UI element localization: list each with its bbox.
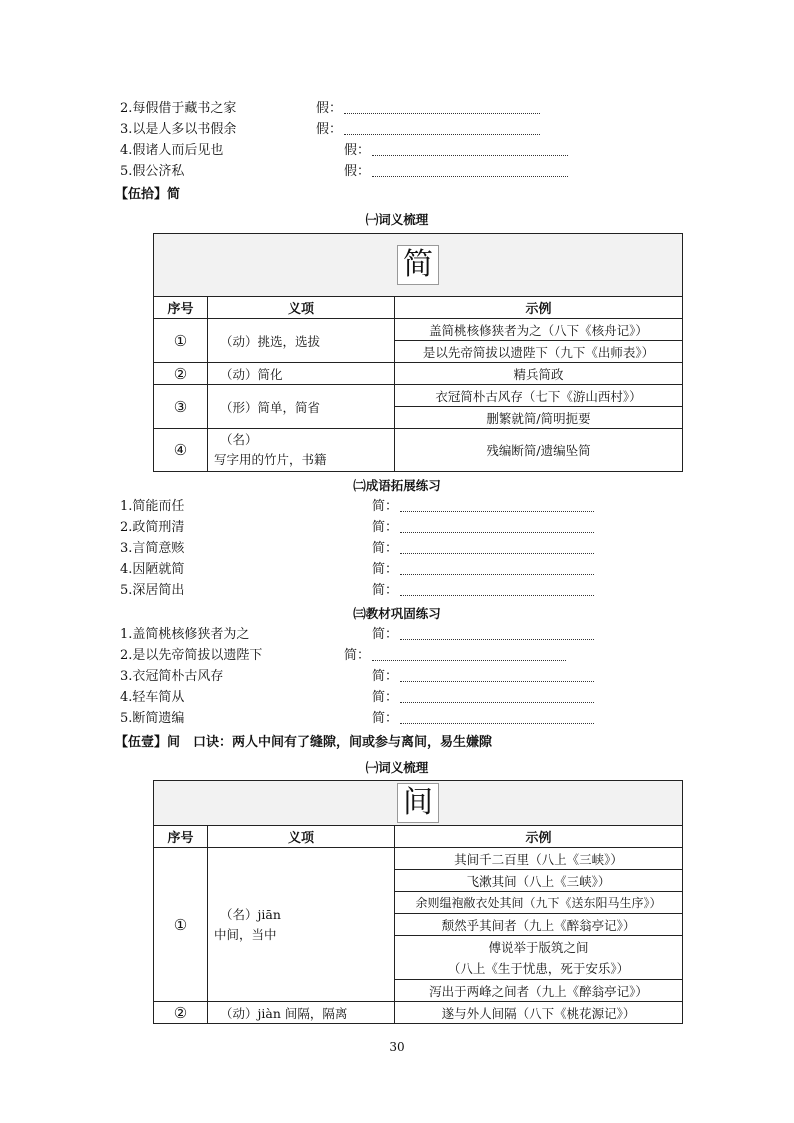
subsection-title: ㈠词义梳理 [365,212,429,227]
example-text: 余则缊袍敝衣处其间（九下《送东阳马生序》） [395,892,683,914]
answer-blank[interactable] [400,723,594,724]
answer-label: 简： [372,669,399,684]
answer-blank[interactable] [400,639,594,640]
exercise-question: 2.政简刑清 [120,520,185,535]
sense-line: （名） [220,432,258,447]
answer-blank[interactable] [372,155,568,156]
answer-blank[interactable] [372,660,566,661]
exercise-line [120,688,600,708]
row-number: ② [154,1002,208,1024]
exercise-question: 2.每假借于藏书之家 [120,101,237,116]
exercise-line [120,162,580,182]
exercise-question: 3.衣冠简朴古风存 [120,669,224,684]
sense-text: （动）简化 [208,363,395,385]
sense-text: （形）简单，简省 [208,385,395,429]
headword-char: 简 [397,245,439,285]
example-text: 衣冠简朴古风存（七下《游山西村》） [395,385,683,407]
answer-label: 简： [372,627,399,642]
example-line: （八上《生于忧患，死于安乐》） [447,960,630,976]
col-header-sense: 义项 [208,826,395,848]
exercise-line [120,518,600,538]
example-text: 精兵简政 [395,363,683,385]
char-header-cell [154,234,683,297]
col-header-no: 序号 [154,297,208,319]
subsection-title: ㈡成语拓展练习 [353,478,441,493]
exercise-question: 4.轻车简从 [120,690,185,705]
exercise-question: 3.以是人多以书假余 [120,122,237,137]
answer-blank[interactable] [400,595,594,596]
answer-blank[interactable] [400,681,594,682]
example-line: 傅说举于版筑之间 [488,939,589,955]
example-text: 遂与外人间隔（八下《桃花源记》） [395,1002,683,1024]
answer-label: 简： [372,541,399,556]
answer-label: 假： [344,164,371,179]
answer-blank[interactable] [344,134,540,135]
example-text: 其间千二百里（八上《三峡》） [395,848,683,870]
sense-text: （动）挑选，选拔 [208,319,395,363]
example-text: 删繁就简/简明扼要 [395,407,683,429]
exercise-line [120,581,600,601]
answer-label: 简： [372,711,399,726]
example-text: 颓然乎其间者（九上《醉翁亭记》） [395,914,683,936]
row-number: ④ [154,429,208,472]
answer-blank[interactable] [400,574,594,575]
answer-blank[interactable] [400,532,594,533]
answer-label: 简： [372,562,399,577]
answer-label: 假： [344,143,371,158]
exercise-line [120,646,600,666]
exercise-line [120,497,600,517]
example-text: 是以先帝简拔以遗陛下（九下《出师表》） [395,341,683,363]
example-text: 飞漱其间（八上《三峡》） [395,870,683,892]
section-heading: 【伍拾】简 [115,187,181,202]
answer-label: 简： [344,648,371,663]
sense-text [208,429,395,472]
exercise-line [120,539,600,559]
exercise-line [120,709,600,729]
answer-label: 简： [372,690,399,705]
col-header-no: 序号 [154,826,208,848]
exercise-question: 5.深居简出 [120,583,185,598]
exercise-question: 4.因陋就简 [120,562,185,577]
sense-line: （名）jiān [220,906,281,922]
row-number: ② [154,363,208,385]
example-text [395,936,683,980]
answer-label: 假： [316,101,343,116]
section-heading: 【伍壹】间 口诀：两人中间有了缝隙，间或参与离间，易生嫌隙 [115,735,493,750]
meaning-table [153,233,683,472]
sense-text [208,848,395,1002]
subsection-title: ㈠词义梳理 [365,760,429,775]
answer-blank[interactable] [400,511,594,512]
exercise-question: 1.简能而任 [120,499,185,514]
col-header-sense: 义项 [208,297,395,319]
page-number: 30 [389,1040,405,1054]
example-text: 残编断简/遗编坠简 [395,429,683,472]
col-header-example: 示例 [395,297,683,319]
sense-text: （动）jiàn 间隔，隔离 [208,1002,395,1024]
exercise-question: 5.断简遗编 [120,711,185,726]
row-number: ③ [154,385,208,429]
sense-line: 中间，当中 [214,926,277,942]
row-number: ① [154,848,208,1002]
answer-blank[interactable] [400,702,594,703]
answer-label: 假： [316,122,343,137]
exercise-line [120,667,600,687]
exercise-question: 4.假诸人而后见也 [120,143,224,158]
col-header-example: 示例 [395,826,683,848]
exercise-line [120,560,600,580]
answer-label: 简： [372,499,399,514]
exercise-line [120,141,580,161]
char-header-cell [154,781,683,826]
sense-line: 写字用的竹片，书籍 [214,452,327,467]
headword-char: 间 [397,783,439,823]
subsection-title: ㈢教材巩固练习 [353,606,441,621]
exercise-line [120,120,580,140]
answer-label: 简： [372,583,399,598]
exercise-line [120,99,580,119]
answer-blank[interactable] [344,113,540,114]
answer-blank[interactable] [400,553,594,554]
row-number: ① [154,319,208,363]
exercise-question: 2.是以先帝简拔以遗陛下 [120,648,263,663]
example-text: 盖简桃核修狭者为之（八下《核舟记》） [395,319,683,341]
exercise-question: 5.假公济私 [120,164,185,179]
answer-label: 简： [372,520,399,535]
answer-blank[interactable] [372,176,568,177]
exercise-line [120,625,600,645]
example-text: 泻出于两峰之间者（九上《醉翁亭记》） [395,980,683,1002]
meaning-table [153,780,683,1024]
exercise-question: 3.言简意赅 [120,541,185,556]
exercise-question: 1.盖简桃核修狭者为之 [120,627,250,642]
